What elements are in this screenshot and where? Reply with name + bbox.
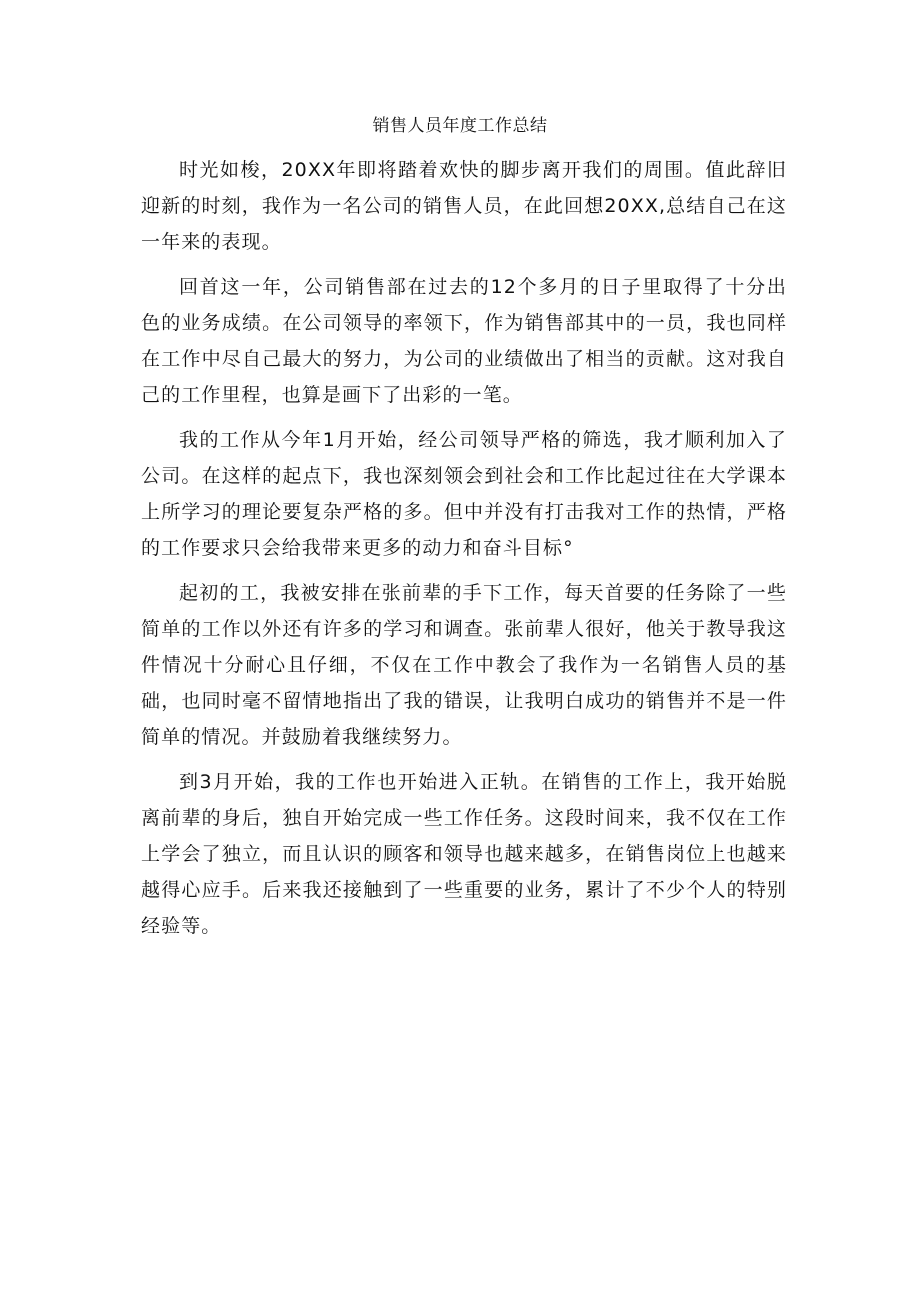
document-title: 销售人员年度工作总结 bbox=[372, 116, 548, 136]
paragraph-5: 到3月开始，我的工作也开始进入正轨。在销售的工作上，我开始脱离前辈的身后，独自开始完成一些工作任务。这段时间来，我不仅在工作上学会了独立，而且认识的顾客和领导也越来越多，在销售岗位上也越来越得心应手。后来我还接触到了一些重要的业务，累计了不少个人的特别经验等。 bbox=[141, 771, 787, 937]
paragraph-3: 我的工作从今年1月开始，经公司领导严格的筛选，我才顺利加入了公司。在这样的起点下，我也深刻领会到社会和工作比起过往在大学课本上所学习的理论要复杂严格的多。但中并没有打击我对工作的热情，严格的工作要求只会给我带来更多的动力和奋斗目标° bbox=[141, 429, 787, 559]
paragraph-4: 起初的工，我被安排在张前辈的手下工作，每天首要的任务除了一些简单的工作以外还有许多的学习和调查。张前辈人很好，他关于教导我这件情况十分耐心且仔细，不仅在工作中教会了我作为一名销售人员的基础，也同时毫不留情地指出了我的错误，让我明白成功的销售并不是一件简单的情况。并鼓励着我继续努力。 bbox=[141, 582, 787, 748]
paragraph-1: 时光如梭，20XX年即将踏着欢快的脚步离开我们的周围。值此辞旧迎新的时刻，我作为一名公司的销售人员，在此回想20XX,总结自己在这一年来的表现。 bbox=[141, 159, 787, 253]
paragraph-2: 回首这一年，公司销售部在过去的12个多月的日子里取得了十分出色的业务成绩。在公司领导的率领下，作为销售部其中的一员，我也同样在工作中尽自己最大的努力，为公司的业绩做出了相当的贡献。这对我自己的工作里程，也算是画下了出彩的一笔。 bbox=[141, 276, 787, 406]
document-body bbox=[141, 152, 787, 944]
